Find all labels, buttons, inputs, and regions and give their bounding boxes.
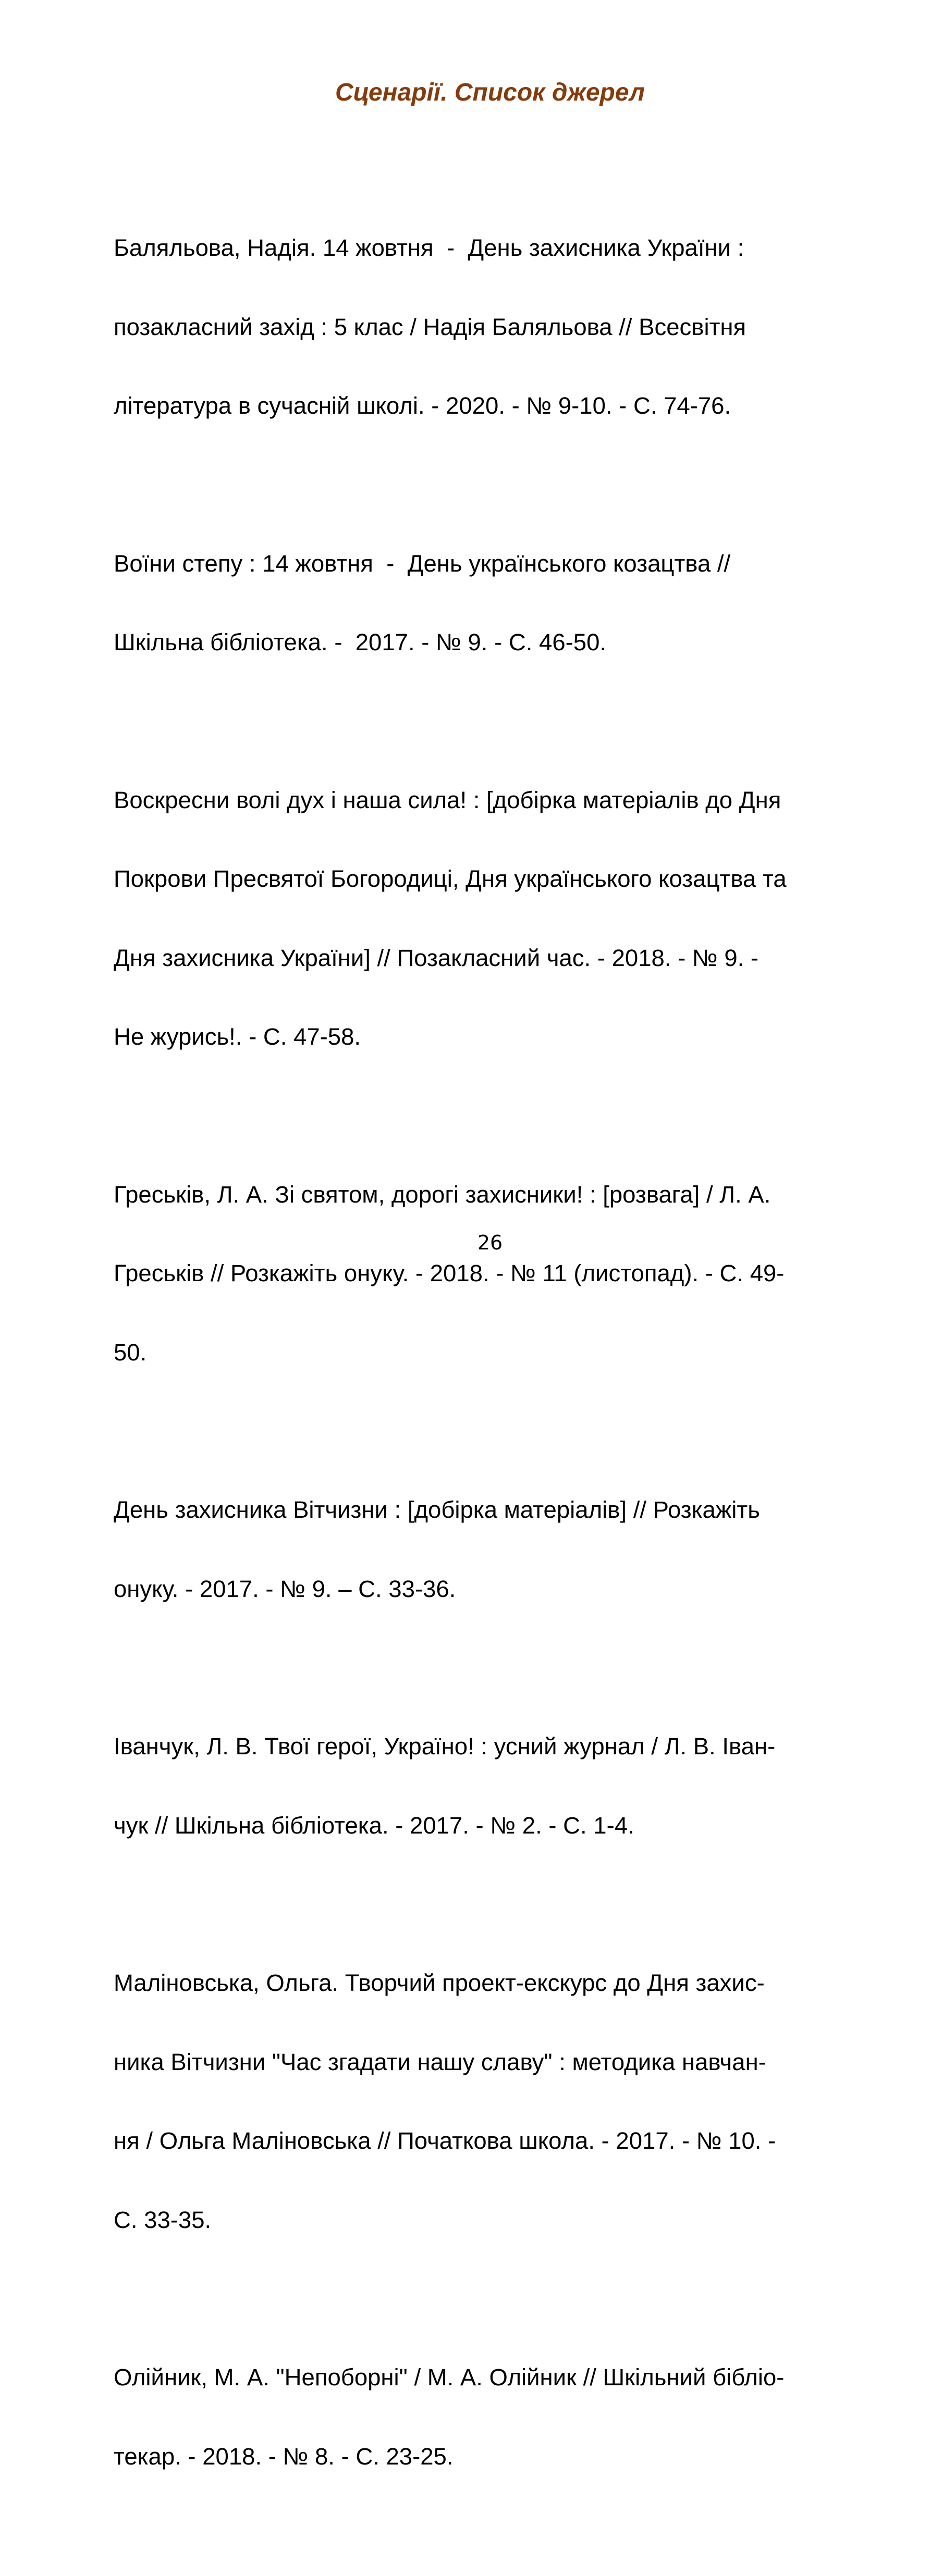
bibliography-entry [114, 1917, 875, 2286]
entry-line: література в сучасній школі. - 2020. - № 9-10. - С. 74-76. [114, 392, 731, 419]
entry-line: позакласний захід : 5 клас / Надія Баляльова // Всесвітня [114, 313, 746, 340]
entry-line: Греськів // Розкажіть онуку. - 2018. - № 11 (листопад). - С. 49- [114, 1260, 785, 1286]
entry-line: ня / Ольга Маліновська // Початкова школа. - 2017. - № 10. - [114, 2127, 776, 2154]
entry-line: Покрови Пресвятої Богородиці, Дня українського козацтва та [114, 865, 787, 892]
entry-line: Не журись!. - С. 47-58. [114, 1023, 361, 1050]
page-number: 26 [477, 1231, 503, 1254]
bibliography-entry [114, 498, 875, 709]
entry-line: 50. [114, 1339, 147, 1366]
entry-line: Дня захисника України] // Позакласний час. - 2018. - № 9. - [114, 944, 759, 971]
bibliography-entry [114, 2312, 875, 2522]
entry-line: Греськів, Л. А. Зі святом, дорогі захисники! : [розвага] / Л. А. [114, 1181, 771, 1208]
entry-line: Шкільна бібліотека. - 2017. - № 9. - С. 46-50. [114, 629, 607, 655]
entry-line: ника Вітчизни "Час згадати нашу славу" : методика навчан- [114, 2048, 766, 2075]
bibliography-entry [114, 1681, 875, 1891]
bibliography-entry [114, 1129, 875, 1419]
entry-line: Баляльова, Надія. 14 жовтня - День захисника України : [114, 234, 744, 261]
entry-line: Воскресни волі дух і наша сила! : [добірка матеріалів до Дня [114, 786, 781, 813]
bibliography-list [114, 182, 875, 2576]
entry-line: Воїни степу : 14 жовтня - День українського козацтва // [114, 550, 731, 577]
entry-line: Маліновська, Ольга. Творчий проект-екскурс до Дня захис- [114, 1970, 765, 1996]
entry-line: С. 33-35. [114, 2206, 212, 2233]
bibliography-entry [114, 2548, 875, 2576]
entry-line: текар. - 2018. - № 8. - С. 23-25. [114, 2443, 454, 2470]
entry-line: онуку. - 2017. - № 9. – С. 33-36. [114, 1575, 456, 1602]
bibliography-entry [114, 182, 875, 472]
bibliography-entry [114, 1444, 875, 1655]
bibliography-entry [114, 735, 875, 1103]
entry-line: День захисника Вітчизни : [добірка матеріалів] // Розкажіть [114, 1496, 760, 1523]
page-title: Сценарії. Список джерел [335, 79, 645, 106]
entry-line: чук // Шкільна бібліотека. - 2017. - № 2. - С. 1-4. [114, 1812, 634, 1839]
entry-line: Олійник, М. А. "Непоборні" / М. А. Олійник // Шкільний бібліо- [114, 2364, 785, 2391]
entry-line: Іванчук, Л. В. Твої герої, Україно! : усний журнал / Л. В. Іван- [114, 1733, 776, 1760]
